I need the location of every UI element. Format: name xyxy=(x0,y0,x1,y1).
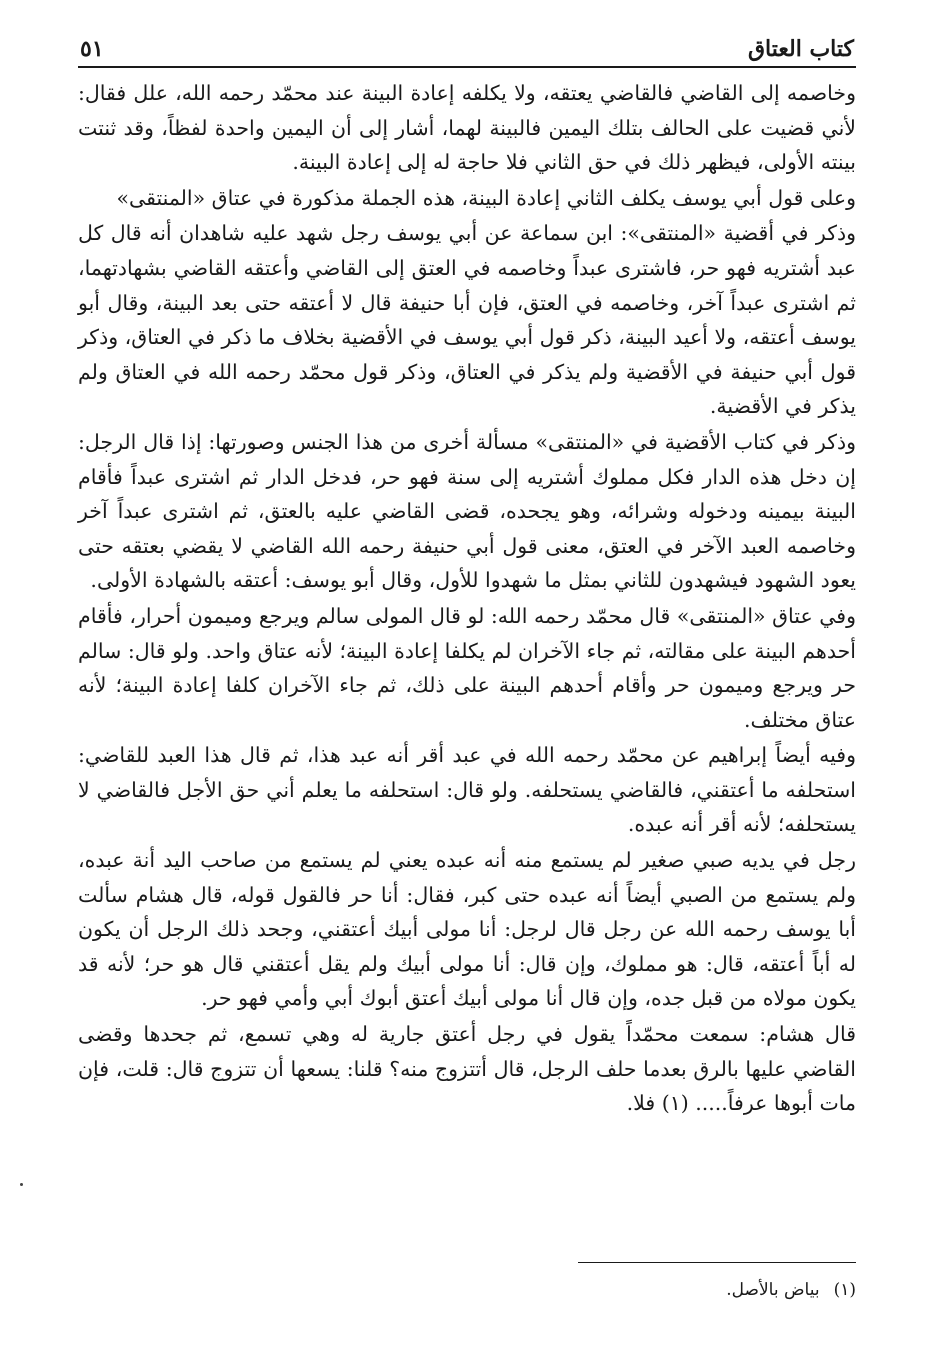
paragraph: وخاصمه إلى القاضي فالقاضي يعتقه، ولا يكلفه إعادة البينة عند محمّد رحمه الله، علل فقال: لأني قضيت على الحالف بتلك اليمين فالبينة لهما، أشار إلى أن اليمين واحدة لفظاً، وقد ثنتت بينته الأولى، فيظهر ذلك في حق الثاني فلا حاجة له إلى إعادة البينة. xyxy=(78,81,856,175)
paragraph: وذكر في كتاب الأقضية في «المنتقى» مسألة أخرى من هذا الجنس وصورتها: إذا قال الرجل: إن دخل هذه الدار فكل مملوك أشتريه إلى سنة فهو حر، فدخل الدار ثم اشترى عبداً فأقام البينة بيمينه ودخوله وشرائه، وهو يجحده، قضى القاضي عليه بالعتق، ثم اشترى عبداً آخر وخاصمه العبد الآخر في العتق، معنى قول أبي حنيفة رحمه الله القاضي لا يقضي بعتقه حتى يعود الشهود فيشهدون للثاني بمثل ما شهدوا للأول، وقال أبو يوسف: أعتقه بالشهادة الأولى. xyxy=(78,429,856,593)
paragraph: وفيه أيضاً إبراهيم عن محمّد رحمه الله في عبد أقر أنه عبد هذا، ثم قال هذا العبد للقاضي: استحلفه ما أعتقني، فالقاضي يستحلفه. ولو قال: استحلفه ما يعلم أني حق الأجل فالقاضي لا يستحلفه؛ لأنه أقر أنه عبده. xyxy=(78,743,856,837)
chapter-title: كتاب العتاق xyxy=(747,36,854,62)
page-number: ٥١ xyxy=(80,36,104,62)
footnote-divider xyxy=(578,1262,856,1263)
paragraph: وذكر في أقضية «المنتقى»: ابن سماعة عن أبي يوسف رجل شهد عليه شاهدان أنه قال كل عبد أشتريه فهو حر، فاشترى عبداً وخاصمه في العتق إلى القاضي وأعتقه القاضي بشهادتهما، ثم اشترى عبداً آخر، وخاصمه في العتق، فإن أبا حنيفة قال لا أعتقه حتى بعد البينة، وقال أبو يوسف أعتقه، ولا أعيد البينة، ذكر قول أبي يوسف في الأقضية بخلاف ما ذكر في العتاق، وذكر قول أبي حنيفة في الأقضية ولم يذكر في العتاق، وذكر قول محمّد رحمه الله في العتاق ولم يذكر في الأقضية. xyxy=(78,221,856,419)
paragraph: قال هشام: سمعت محمّداً يقول في رجل أعتق جارية له وهي تسمع، ثم جحدها وقضى القاضي عليها بالرق بعدما حلف الرجل، قال أتتزوج منه؟ قلنا: يسعها أن تتزوج قال: قلت، فإن مات أبوها عرفاً..... (١) فلا. xyxy=(78,1022,856,1116)
paragraph: وفي عتاق «المنتقى» قال محمّد رحمه الله: لو قال المولى سالم ويرجع وميمون أحرار، فأقام أحدهم البينة على مقالته، ثم جاء الآخران لم يكلفا إعادة البينة؛ لأنه عتاق واحد. ولو قال: سالم حر ويرجع وميمون حر وأقام أحدهم البينة على ذلك، ثم جاء الآخران كلفا إعادة البينة؛ لأنه عتاق مختلف. xyxy=(78,603,856,732)
main-text xyxy=(78,76,856,1121)
footnote-number: (١) xyxy=(833,1280,856,1300)
running-header xyxy=(78,22,856,68)
footnote xyxy=(726,1278,856,1302)
paragraph: وعلى قول أبي يوسف يكلف الثاني إعادة البينة، هذه الجملة مذكورة في عتاق «المنتقى» xyxy=(116,185,856,210)
book-page xyxy=(78,22,856,1300)
footnote-text: بياض بالأصل. xyxy=(726,1280,820,1300)
paragraph: رجل في يديه صبي صغير لم يستمع منه أنه عبده يعني لم يستمع من صاحب اليد أنة عبده، ولم يستمع من الصبي أيضاً أنه عبده حتى كبر، فقال: أنا حر فالقول قوله، قال هشام سألت أبا يوسف رحمه الله عن رجل قال لرجل: أنا مولى أبيك أعتقني، وجحد ذلك الرجل أن يكون له أباً أعتقه، قال: هو مملوك، وإن قال: أنا مولى أبيك ولم يقل أعتقني قال هو حر؛ لأنه قد يكون مولاه من قبل جده، وإن قال أنا مولى أبيك أعتق أبوك أبي وأمي فهو حر. xyxy=(78,848,856,1011)
scan-speck xyxy=(20,1183,23,1186)
